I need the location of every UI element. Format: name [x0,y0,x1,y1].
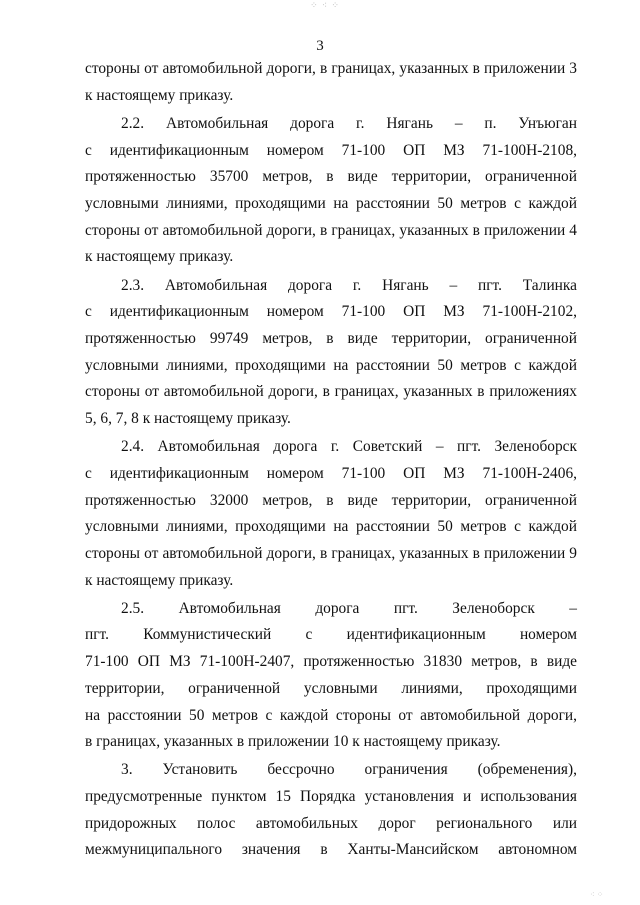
document-body [85,56,577,864]
paragraph [85,434,577,594]
scan-artifact-top: ⁘ ⁖ ⁘ [310,0,340,10]
text-line: стороны от автомобильной дороги, в границах, указанных в приложениях [85,383,577,401]
text-line: условными линиями, проходящими на расстоянии 50 метров с каждой [85,194,577,212]
text-line: протяженностью 35700 метров, в виде территории, ограниченной [85,168,577,186]
text-line: пгт. Коммунистический с идентификационным номером [85,626,577,644]
text-line: 2.5. Автомобильная дорога пгт. Зеленоборск – [121,599,577,617]
paragraph [85,111,577,271]
text-line: придорожных полос автомобильных дорог регионального или [85,814,577,832]
text-line: предусмотренные пунктом 15 Порядка установления и использования [85,788,577,806]
paragraph [85,56,577,109]
text-line: протяженностью 32000 метров, в виде территории, ограниченной [85,491,577,509]
text-line: стороны от автомобильной дороги, в границах, указанных в приложении 4 [85,221,577,239]
text-line: 2.3. Автомобильная дорога г. Нягань – пгт. Талинка [121,276,577,294]
text-line: к настоящему приказу. [85,86,234,104]
scan-artifact-bottom: ⁖ ⁘ [590,890,604,899]
text-line: с идентификационным номером 71-100 ОП МЗ 71-100Н-2102, [85,303,577,321]
text-line: 5, 6, 7, 8 к настоящему приказу. [85,409,291,427]
text-line: межмуниципального значения в Ханты-Мансийском автономном [85,841,577,859]
text-line: в границах, указанных в приложении 10 к настоящему приказу. [85,733,501,751]
text-line: с идентификационным номером 71-100 ОП МЗ 71-100Н-2108, [85,141,577,159]
text-line: протяженностью 99749 метров, в виде территории, ограниченной [85,329,577,347]
text-line: к настоящему приказу. [85,248,234,266]
text-line: стороны от автомобильной дороги, в границах, указанных в приложении 3 [85,60,577,77]
text-line: 2.4. Автомобильная дорога г. Советский – пгт. Зеленоборск [121,438,577,456]
text-line: на расстоянии 50 метров с каждой стороны от автомобильной дороги, [85,706,577,724]
page-number: 3 [316,38,324,54]
paragraph [85,273,577,433]
text-line: условными линиями, проходящими на расстоянии 50 метров с каждой [85,518,577,536]
text-line: 71-100 ОП МЗ 71-100Н-2407, протяженностью 31830 метров, в виде [85,653,577,671]
text-line: территории, ограниченной условными линиями, проходящими [85,679,577,697]
paragraph [85,596,577,756]
text-line: 2.2. Автомобильная дорога г. Нягань – п. Унъюган [121,114,577,132]
text-line: условными линиями, проходящими на расстоянии 50 метров с каждой [85,356,577,374]
paragraph [85,757,577,864]
text-line: с идентификационным номером 71-100 ОП МЗ 71-100Н-2406, [85,464,577,482]
text-line: к настоящему приказу. [85,571,234,589]
text-line: 3. Установить бессрочно ограничения (обременения), [121,761,577,779]
text-line: стороны от автомобильной дороги, в границах, указанных в приложении 9 [85,544,577,562]
